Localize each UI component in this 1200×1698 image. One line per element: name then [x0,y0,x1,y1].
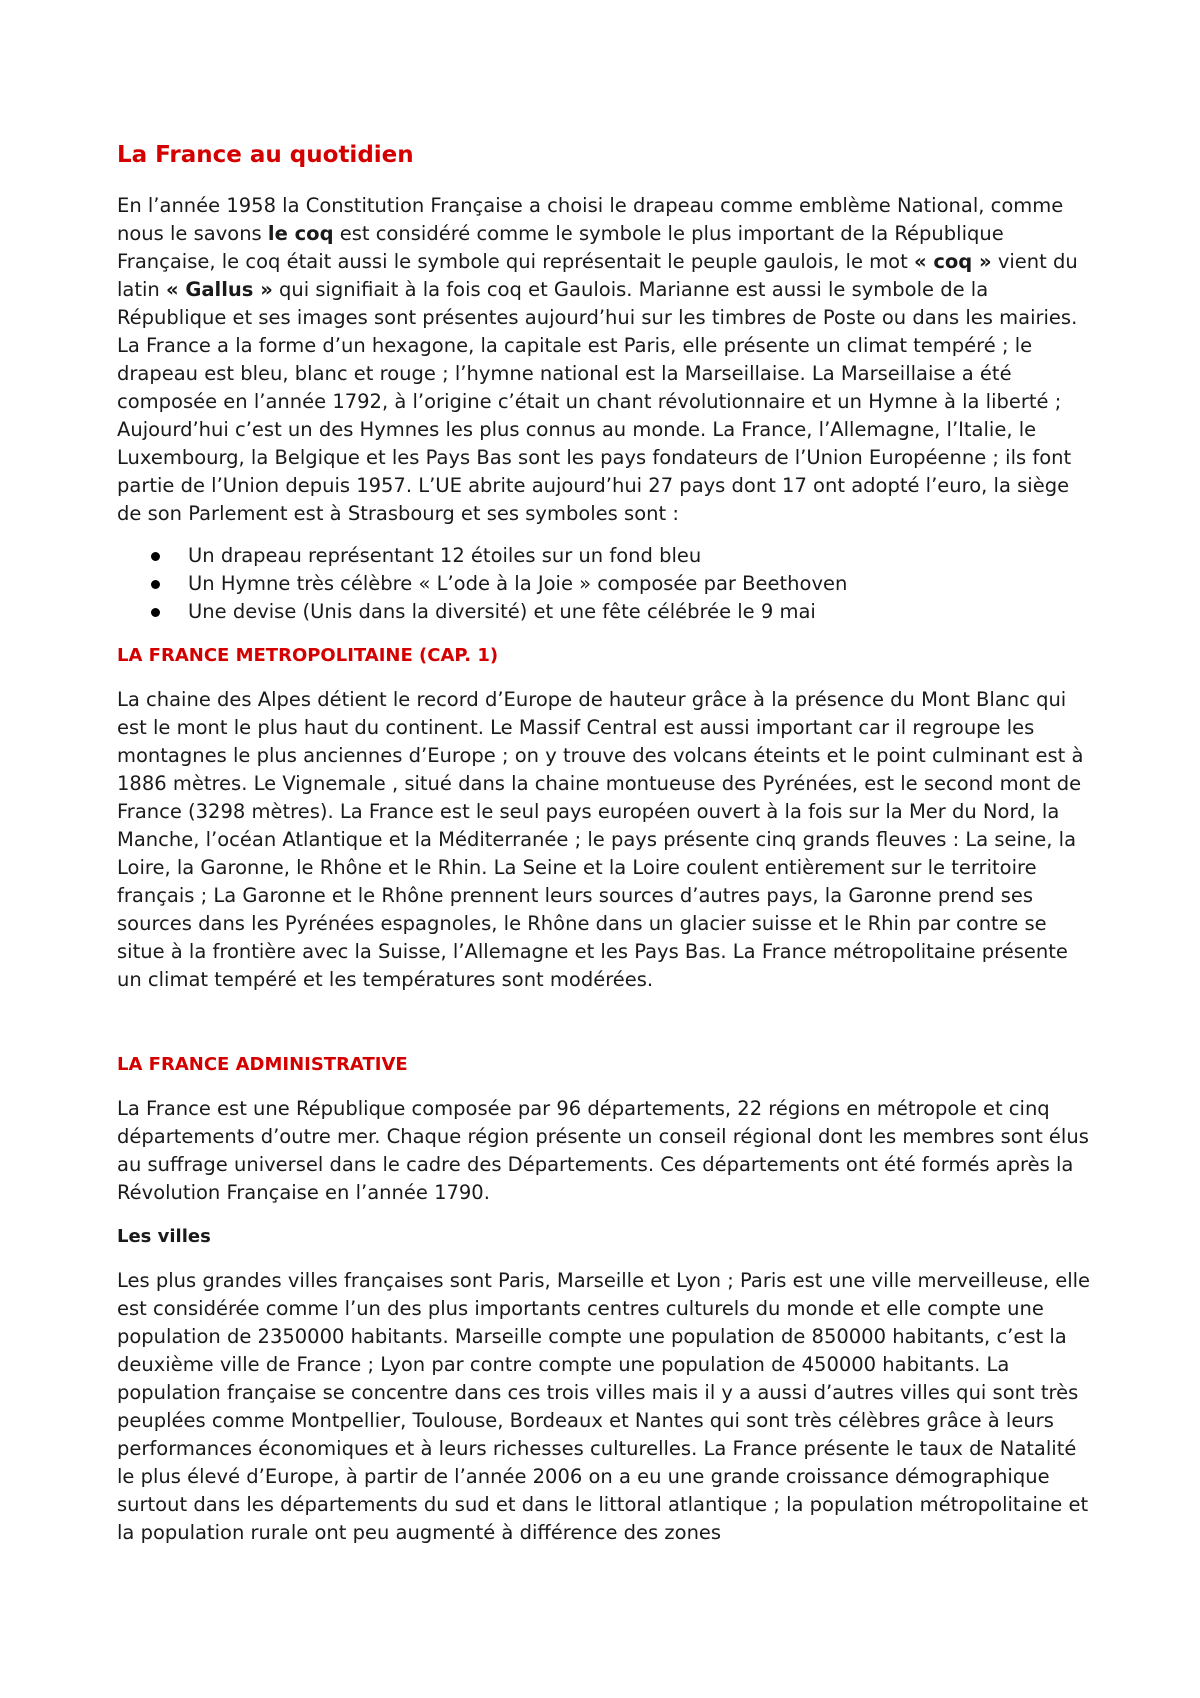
document-title: La France au quotidien [117,142,414,168]
intro-text-3: vient du latin [117,250,1078,301]
intro-bold-coq: « coq » [913,250,992,273]
intro-text-1: En l’année 1958 la Constitution Française a choisi le drapeau comme emblème National, comme nous le savons [117,194,1064,245]
section-paragraph-administrative: La France est une République composée par 96 départements, 22 régions en métropole et cinq départements d’outre mer. Chaque région présente un conseil régional dont les membres sont élus au suffrage universel dans le cadre des Départements. Ces départements ont été formés après la Révolution Française en l’année 1790. [117,1097,1089,1204]
bullet-icon [151,580,160,589]
document-page [117,140,1097,1547]
list-item-text: Une devise (Unis dans la diversité) et une fête célébrée le 9 mai [188,600,816,623]
section-heading-villes: Les villes [117,1226,211,1247]
list-item-text: Un Hymne très célèbre « L’ode à la Joie » composée par Beethoven [188,572,848,595]
list-item [151,598,1097,626]
section-paragraph-metropolitaine: La chaine des Alpes détient le record d’Europe de hauteur grâce à la présence du Mont Blanc qui est le mont le plus haut du continent. Le Massif Central est aussi important car il regroupe les montagnes le plus anciennes d’Europe ; on y trouve des volcans éteints et le point culminant est à 1886 mètres. Le Vignemale , situé dans la chaine montueuse des Pyrénées, est le second mont de France (3298 mètres). La France est le seul pays européen ouvert à la fois sur la Mer du Nord, la Manche, l’océan Atlantique et la Méditerranée ; le pays présente cinq grands fleuves : La seine, la Loire, la Garonne, le Rhône et le Rhin. La Seine et la Loire coulent entièrement sur le territoire français ; La Garonne et le Rhône prennent leurs sources d’autres pays, la Garonne prend ses sources dans les Pyrénées espagnoles, le Rhône dans un glacier suisse et le Rhin par contre se situe à la frontière avec la Suisse, l’Allemagne et les Pays Bas. La France métropolitaine présente un climat tempéré et les températures sont modérées. [117,688,1084,991]
bullet-icon [151,608,160,617]
intro-text-2: est considéré comme le symbole le plus important de la République Française, le coq était aussi le symbole qui représentait le peuple gaulois, le mot [117,222,1004,273]
list-item [151,542,1097,570]
intro-text-4: qui signifiait à la fois coq et Gaulois. Marianne est aussi le symbole de la République et ses images sont présentes aujourd’hui sur les timbres de Poste ou dans les mairies. La France a la forme d’un hexagone, la capitale est Paris, elle présente un climat tempéré ; le drapeau est bleu, blanc et rouge ; l’hymne national est la Marseillaise. La Marseillaise a été composée en l’année 1792, à l’origine c’était un chant révolutionnaire et un Hymne à la liberté ; Aujourd’hui c’est un des Hymnes les plus connus au monde. La France, l’Allemagne, l’Italie, le Luxembourg, la Belgique et les Pays Bas sont les pays fondateurs de l’Union Européenne ; ils font partie de l’Union depuis 1957. L’UE abrite aujourd’hui 27 pays dont 17 ont adopté l’euro, la siège de son Parlement est à Strasbourg et ses symboles sont : [117,278,1078,525]
section-heading-administrative: LA FRANCE ADMINISTRATIVE [117,1054,408,1075]
intro-bold-le-coq: le coq [267,222,334,245]
section-heading-metropolitaine: LA FRANCE METROPOLITAINE (CAP. 1) [117,645,499,666]
intro-paragraph [117,192,1097,528]
list-item [151,570,1097,598]
section-paragraph-villes: Les plus grandes villes françaises sont Paris, Marseille et Lyon ; Paris est une ville merveilleuse, elle est considérée comme l’un des plus importants centres culturels du monde et elle compte une population de 2350000 habitants. Marseille compte une population de 850000 habitants, c’est la deuxième ville de France ; Lyon par contre compte une population de 450000 habitants. La population française se concentre dans ces trois villes mais il y a aussi d’autres villes qui sont très peuplées comme Montpellier, Toulouse, Bordeaux et Nantes qui sont très célèbres grâce à leurs performances économiques et à leurs richesses culturelles. La France présente le taux de Natalité le plus élevé d’Europe, à partir de l’année 2006 on a eu une grande croissance démographique surtout dans les départements du sud et dans le littoral atlantique ; la population métropolitaine et la population rurale ont peu augmenté à différence des zones [117,1269,1091,1544]
bullet-icon [151,552,160,561]
symbols-list [117,542,1097,626]
intro-bold-gallus: « Gallus » [166,278,273,301]
list-item-text: Un drapeau représentant 12 étoiles sur un fond bleu [188,544,702,567]
